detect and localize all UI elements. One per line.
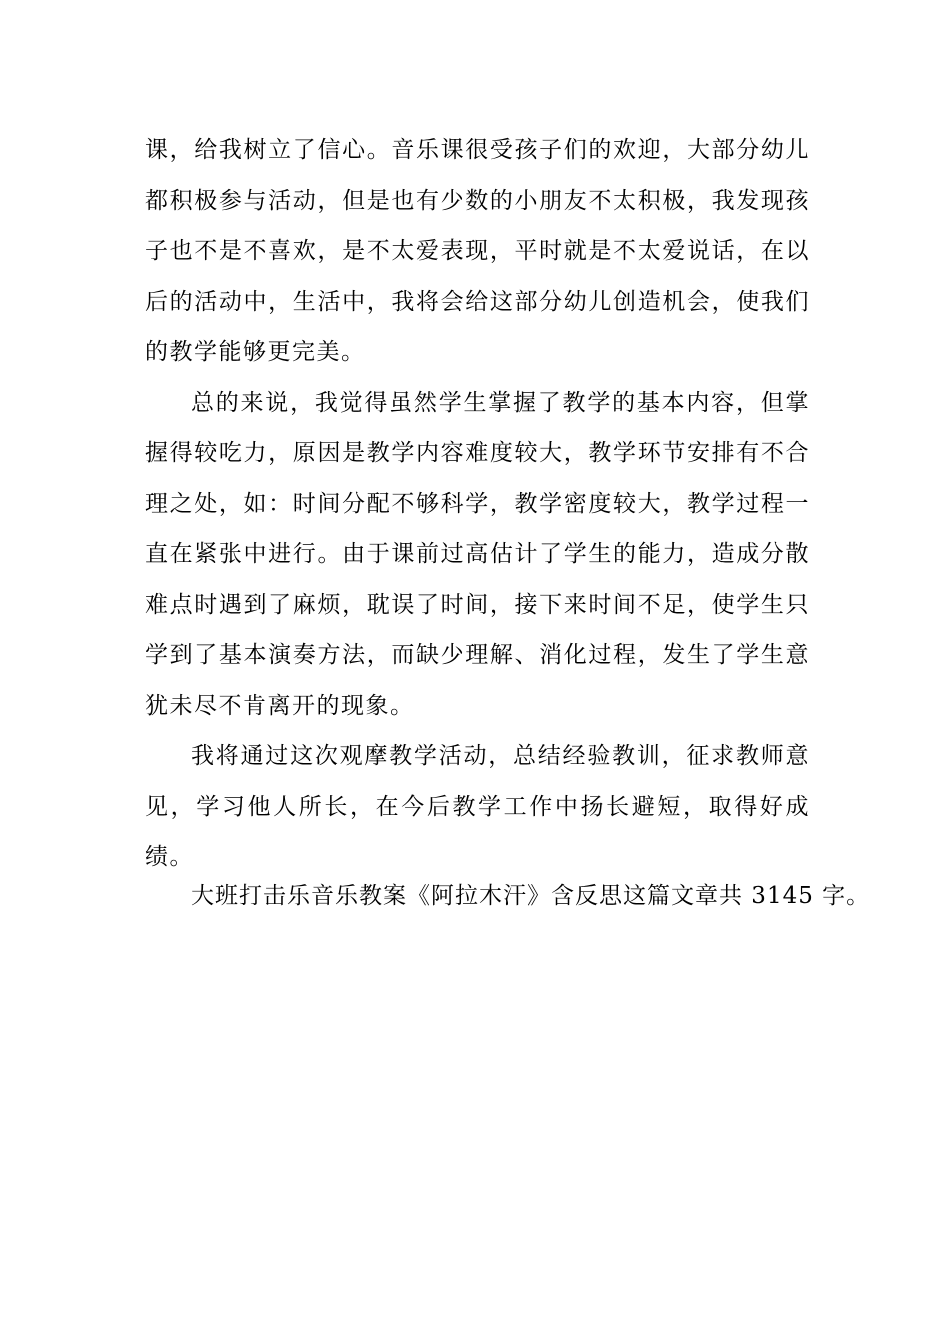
word-count-footer: 大班打击乐音乐教案《阿拉木汗》含反思这篇文章共 3145 字。 <box>191 883 871 909</box>
paragraph-continuation: 课，给我树立了信心。音乐课很受孩子们的欢迎，大部分幼儿都积极参与活动，但是也有少数的小朋友不太积极，我发现孩子也不是不喜欢，是不太爱表现，平时就是不太爱说话，在以后的活动中，生活中，我将会给这部分幼儿创造机会，使我们的教学能够更完美。 <box>145 137 810 365</box>
document-body <box>145 125 810 883</box>
paragraph-conclusion: 我将通过这次观摩教学活动，总结经验教训，征求教师意见，学习他人所长，在今后教学工作中扬长避短，取得好成绩。 <box>145 743 810 870</box>
paragraph-summary: 总的来说，我觉得虽然学生掌握了教学的基本内容，但掌握得较吃力，原因是教学内容难度较大，教学环节安排有不合理之处，如：时间分配不够科学，教学密度较大，教学过程一直在紧张中进行。由于课前过高估计了学生的能力，造成分散难点时遇到了麻烦，耽误了时间，接下来时间不足，使学生只学到了基本演奏方法，而缺少理解、消化过程，发生了学生意犹未尽不肯离开的现象。 <box>145 389 810 719</box>
